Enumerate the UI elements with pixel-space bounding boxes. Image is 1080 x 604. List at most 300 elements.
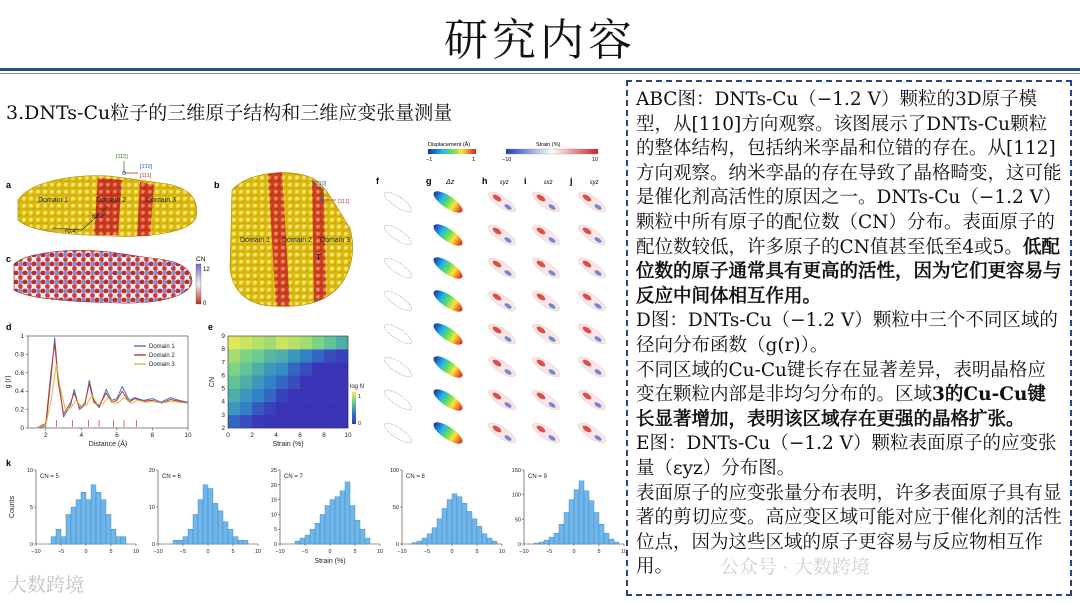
hist-bar [549, 537, 554, 544]
paragraph-abc-bold: 低配位数的原子通常具有更高的活性，因为它们更容易与反应中间体相互作用。 [636, 236, 1062, 307]
hist-bar [61, 537, 66, 544]
hist-panel-label: CN = 8 [406, 474, 425, 480]
hist-bar [315, 523, 320, 544]
atom-slice-outline [382, 420, 414, 446]
logn-colorbar-min: 0 [358, 421, 362, 427]
logn-colorbar [352, 392, 356, 424]
heatmap-cell [336, 375, 348, 388]
heatmap-cell [264, 362, 276, 375]
hist-xtick-label: 5 [475, 549, 479, 555]
strain-slice [576, 386, 609, 413]
heatmap-cell [324, 362, 336, 375]
panel-label-d: d [6, 322, 12, 332]
hist-xtick-label: 0 [206, 549, 210, 555]
hist-ytick-label: 15 [270, 497, 277, 504]
heatmap-cell [240, 415, 252, 428]
heatmap-cell [252, 336, 264, 349]
hist-bar [437, 519, 442, 544]
hist-xtick-label: −10 [275, 549, 285, 555]
hist-xtick-label: 5 [231, 549, 235, 555]
displacement-slice [431, 353, 466, 382]
atom-slice-outline [382, 387, 414, 413]
gr-xtick-label: 8 [150, 432, 155, 439]
hist-xtick-label: 0 [450, 549, 454, 555]
hist-ytick-label: 50 [514, 517, 521, 524]
paragraph-e: E图：DNTs-Cu（−1.2 V）颗粒表面原子的应变张量（εyz）分布图。 [636, 433, 1057, 479]
strain-slice [576, 353, 609, 380]
strain-slice [486, 353, 519, 380]
strain-slice [530, 287, 563, 314]
heatmap-ytick-label: 6 [221, 372, 225, 380]
heatmap-cell [312, 375, 324, 388]
hist-bar [188, 529, 193, 544]
strain-title: Strain (%) [536, 142, 561, 148]
hist-bar [203, 485, 208, 544]
watermark-left: 大数跨境 [8, 575, 85, 596]
heatmap-xtick-label: 8 [322, 432, 326, 439]
strain-slice [576, 221, 609, 248]
hist-bar [228, 529, 233, 544]
hist-bar [412, 543, 417, 544]
panel-label-i: i [524, 176, 527, 186]
domain-2-label-a: Domain 2 [96, 197, 126, 204]
hist-bar [569, 500, 574, 544]
hist-bar [350, 506, 355, 544]
hist-bar [111, 529, 116, 544]
hist-bar [106, 514, 111, 544]
heatmap-cell [240, 349, 252, 362]
heatmap-ytick-label: 4 [221, 398, 225, 406]
heatmap-ytick-label: 5 [221, 385, 225, 393]
heatmap-cell [252, 415, 264, 428]
hist-bar [534, 543, 539, 544]
atom-slice-outline [382, 222, 414, 248]
heatmap-cell [288, 375, 300, 388]
heatmap-cell [336, 362, 348, 375]
panel-label-g: g [426, 176, 432, 186]
gr-xtick-label: 6 [115, 432, 119, 439]
hist-xtick-label: 10 [254, 549, 262, 555]
strain-slice [576, 188, 609, 215]
research-figure [0, 140, 628, 580]
paragraph-d-detail [636, 359, 1062, 433]
domain-1-label-b: Domain 1 [240, 237, 270, 244]
displacement-slice [431, 254, 466, 283]
strain-label-h: εyz [500, 180, 509, 186]
heatmap-cell [240, 375, 252, 388]
hist-bar [325, 506, 330, 544]
hist-panel-label: CN = 5 [40, 474, 59, 480]
hist-bar [584, 491, 589, 544]
domain-2-label-b: Domain 2 [282, 237, 312, 244]
hist-bar [427, 534, 432, 544]
strain-slice [486, 188, 519, 215]
heatmap-xtick-label: 4 [274, 432, 278, 439]
section-subtitle: 3.DNTs-Cu粒子的三维原子结构和三维应变张量测量 [6, 102, 453, 124]
watermark-right: 公众号 · 大数跨境 [720, 557, 870, 578]
hist-ytick-label: 10 [148, 505, 155, 511]
strain-label-j: εyz [590, 180, 599, 186]
hist-ytick-label: 5 [273, 527, 277, 534]
heatmap-cell [288, 362, 300, 375]
orientation-indicator-a [116, 154, 153, 179]
hist-ylabel: Counts [9, 495, 16, 519]
slide-title: 研究内容 [444, 15, 636, 66]
paragraph-d-detail-text: 不同区域的Cu-Cu键长存在显著差异，表明晶格应变在颗粒内部是非均匀分布的。区域 [636, 359, 1046, 406]
strain-histograms [9, 468, 627, 565]
hist-bar [233, 537, 238, 544]
strain-slice [486, 320, 519, 347]
axis-label-a3: [111] [140, 173, 152, 179]
hist-xtick-label: 0 [328, 549, 332, 555]
hist-xtick-label: −5 [423, 549, 431, 555]
twin-boundary-a1 [94, 178, 122, 235]
hist-bar [564, 512, 569, 544]
heatmap-cell [240, 362, 252, 375]
hist-xtick-label: 10 [620, 549, 628, 555]
hist-xtick-label: −5 [301, 549, 309, 555]
hist-bar [183, 537, 188, 544]
hist-xtick-label: −10 [397, 549, 407, 555]
hist-bar [56, 529, 61, 544]
hist-bar [305, 535, 310, 544]
heatmap-cell [264, 415, 276, 428]
heatmap-cell [276, 362, 288, 375]
gr-xtick-label: 2 [43, 432, 48, 439]
hist-bar [218, 511, 223, 544]
hist-bar [487, 538, 492, 544]
gr-xtick-label: 4 [79, 432, 84, 439]
domain-3-label-b: Domain 3 [320, 237, 350, 244]
heatmap-cell [228, 375, 240, 388]
strain-slice [530, 221, 563, 248]
hist-xtick-label: 0 [84, 549, 88, 555]
explanation-text-box [626, 80, 1072, 596]
paragraph-e-detail: 表面原子的应变张量分布表明，许多表面原子具有显著的剪切应变。高应变区域可能对应于催化剂的活性位点，因为这些区域的原子更容易与反应物相互作用。 [636, 482, 1062, 578]
hist-bar [609, 539, 614, 544]
hist-bar [335, 497, 340, 544]
heatmap-cell [288, 402, 300, 415]
heatmap-cell [252, 349, 264, 362]
gr-legend-label-2: Domain 2 [149, 353, 175, 360]
heatmap-ytick-label: 9 [221, 333, 225, 340]
heatmap-cell [288, 336, 300, 349]
heatmap-cell [312, 349, 324, 362]
hist-bar [472, 519, 477, 544]
hist-bar [310, 529, 315, 544]
hist-bar [614, 542, 619, 544]
hist-bar [477, 526, 482, 544]
heatmap-cell [264, 389, 276, 402]
hist-bar [91, 485, 96, 544]
domain-1-label-a: Domain 1 [38, 197, 68, 204]
gr-series-line-3 [37, 364, 188, 428]
cn-colorbar [196, 264, 201, 304]
heatmap-cell [228, 349, 240, 362]
heatmap-cell [312, 415, 324, 428]
logn-colorbar-max: 1 [358, 394, 362, 400]
header-rule [0, 68, 1080, 71]
gr-xlabel: Distance (Å) [88, 441, 128, 448]
hist-ytick-label: 0 [273, 542, 277, 548]
heatmap-cell [252, 362, 264, 375]
hist-bar [71, 507, 76, 544]
atom-slice-outline [382, 288, 414, 314]
heatmap-cell [264, 402, 276, 415]
hist-bar [86, 500, 91, 544]
hist-bar [574, 490, 579, 544]
hist-bar [51, 537, 56, 544]
displacement-title: Displacement (Å) [428, 142, 471, 148]
displacement-slice [431, 287, 466, 316]
heatmap-cell [300, 336, 312, 349]
panel-label-j: j [570, 176, 573, 186]
hist-bar [422, 538, 427, 544]
panel-label-a: a [6, 180, 12, 190]
strain-slice [576, 320, 609, 347]
heatmap-cell [324, 402, 336, 415]
hist-ytick-label: 5 [29, 505, 33, 511]
heatmap-xtick-label: 10 [344, 432, 352, 439]
displacement-symbol: Δz [446, 179, 455, 186]
hist-bar [243, 540, 248, 544]
hist-ytick-label: 0 [29, 542, 33, 548]
heatmap-cell [276, 402, 288, 415]
gr-ytick-label: 1 [20, 333, 24, 340]
heatmap-xtick-label: 2 [250, 432, 254, 439]
displacement-slice [431, 386, 466, 415]
hist-ytick-label: 25 [270, 468, 277, 474]
heatmap-cell [336, 349, 348, 362]
heatmap-cell [252, 389, 264, 402]
hist-bar [559, 524, 564, 544]
hist-xtick-label: 0 [572, 549, 576, 555]
cn-strain-heatmap [209, 333, 364, 448]
strain-slice [486, 221, 519, 248]
heatmap-cell [300, 402, 312, 415]
heatmap-cell [312, 402, 324, 415]
dislocation-mark: T [316, 253, 321, 262]
hist-xtick-label: 5 [597, 549, 601, 555]
hist-bar [300, 538, 305, 544]
heatmap-cell [324, 336, 336, 349]
hist-panel-label: CN = 7 [284, 474, 303, 480]
logn-colorbar-title: log N [350, 384, 365, 390]
strain-slice [530, 419, 563, 446]
gr-legend-label-1: Domain 1 [149, 344, 175, 351]
hist-xtick-label: −5 [57, 549, 65, 555]
heatmap-cell [324, 415, 336, 428]
domain-3-label-a: Domain 3 [146, 197, 176, 204]
heatmap-cell [300, 389, 312, 402]
hist-xtick-label: −10 [31, 549, 41, 555]
hist-bar [198, 500, 203, 544]
hist-bar [345, 482, 350, 544]
heatmap-cell [324, 389, 336, 402]
hist-ytick-label: 100 [511, 492, 521, 499]
hist-bar [178, 540, 183, 544]
hist-bar [492, 541, 497, 544]
hist-bar [417, 541, 422, 544]
hist-bar [604, 533, 609, 544]
hist-bar [579, 481, 584, 544]
hist-bar [432, 528, 437, 544]
heatmap-xlabel: Strain (%) [272, 441, 304, 448]
displacement-colorbar [428, 149, 476, 154]
strain-panels [376, 141, 608, 447]
gr-ytick-label: 0.2 [14, 406, 24, 414]
strain-max: 10 [592, 157, 599, 163]
hist-xtick-label: −5 [545, 549, 553, 555]
hist-panel-label: CN = 6 [162, 474, 181, 480]
hist-bar [208, 489, 213, 545]
hist-bar [467, 511, 472, 544]
heatmap-xtick-label: 6 [298, 432, 302, 439]
hist-bar [539, 542, 544, 544]
heatmap-cell [240, 402, 252, 415]
heatmap-cell [228, 336, 240, 349]
heatmap-cell [276, 375, 288, 388]
hist-xtick-label: −5 [179, 549, 187, 555]
hist-bar [66, 514, 71, 544]
header-rule-thin [0, 73, 1080, 74]
displacement-max: 1 [472, 157, 476, 163]
heatmap-cell [228, 389, 240, 402]
hist-ytick-label: 10 [270, 512, 277, 519]
displacement-slice [431, 320, 466, 349]
heatmap-cell [324, 375, 336, 388]
heatmap-cell [228, 415, 240, 428]
heatmap-ytick-label: 7 [221, 359, 225, 367]
hist-bar [173, 540, 178, 544]
heatmap-cell [312, 362, 324, 375]
paragraph-d: D图：DNTs-Cu（−1.2 V）颗粒中三个不同区域的径向分布函数（g(r)）。 [636, 310, 1058, 356]
paragraph-abc-text: ABC图：DNTs-Cu（−1.2 V）颗粒的3D原子模型，从[110]方向观察。该图展示了DNTs-Cu颗粒的整体结构，包括纳米孪晶和位错的存在。从[112]方向观察。纳米孪晶的存在导致了晶格畸变，这可能是催化剂高活性的原因之一。DNTs-Cu（−1.2 V）颗粒中所有原子的配位数（CN）分布。表面原子的配位数较低，许多原子的CN值甚至低至4或5。 [636, 89, 1062, 258]
panel-label-k: k [6, 458, 12, 468]
heatmap-xtick-label: 0 [226, 432, 230, 439]
axis-label-b2: [111] [338, 199, 350, 205]
heatmap-ytick-label: 2 [221, 425, 225, 432]
hist-ytick-label: 0 [517, 542, 521, 548]
cn-colorbar-title: CN [196, 256, 206, 263]
heatmap-cell [252, 402, 264, 415]
heatmap-cell [336, 389, 348, 402]
heatmap-cell [312, 389, 324, 402]
heatmap-cell [288, 415, 300, 428]
hist-bar [213, 503, 218, 544]
angle-label-2: 70.4° [64, 229, 79, 235]
hist-xlabel: Strain (%) [314, 558, 346, 565]
hist-bar [101, 500, 106, 544]
gr-ytick-label: 0.8 [14, 351, 24, 359]
hist-ytick-label: 50 [392, 505, 399, 511]
heatmap-cell [264, 375, 276, 388]
heatmap-ytick-label: 8 [221, 346, 225, 354]
strain-slice [486, 386, 519, 413]
heatmap-cell [300, 415, 312, 428]
strain-colorbar [506, 149, 598, 154]
heatmap-cell [300, 375, 312, 388]
heatmap-cell [228, 362, 240, 375]
hist-ytick-label: 0 [151, 542, 155, 548]
heatmap-cell [312, 336, 324, 349]
hist-ytick-label: 150 [511, 468, 521, 474]
paragraph-d-detail-bold: 3的Cu-Cu键长显著增加，表明该区域存在更强的晶格扩张。 [636, 384, 1046, 430]
panel-label-f: f [376, 176, 379, 186]
gr-ylabel: g (r) [5, 375, 12, 389]
strain-slice [486, 254, 519, 281]
heatmap-ytick-label: 3 [221, 411, 225, 419]
hist-bar [193, 514, 198, 544]
hist-bar [76, 500, 81, 544]
panel-label-c: c [6, 254, 12, 264]
panel-label-b: b [214, 180, 220, 190]
hist-xtick-label: 10 [132, 549, 140, 555]
heatmap-cell [276, 349, 288, 362]
hist-bar [223, 522, 228, 544]
hist-ytick-label: 20 [148, 468, 155, 474]
cn-colorbar-min: 0 [203, 301, 207, 307]
axis-label-a2: [1̄10] [140, 164, 153, 170]
hist-bar [457, 497, 462, 544]
heatmap-cell [300, 362, 312, 375]
hist-bar [599, 524, 604, 544]
hist-bar [295, 541, 300, 544]
atom-slice-outline [382, 255, 414, 281]
heatmap-cell [276, 415, 288, 428]
heatmap-cell [288, 349, 300, 362]
hist-bar [589, 501, 594, 544]
hist-bar [340, 491, 345, 544]
atom-slice-outline [382, 354, 414, 380]
heatmap-cell [336, 402, 348, 415]
heatmap-cell [228, 402, 240, 415]
strain-slice [530, 188, 563, 215]
gr-legend-label-3: Domain 3 [149, 362, 175, 369]
hist-bar [442, 508, 447, 544]
heatmap-cell [300, 349, 312, 362]
hist-xtick-label: −10 [153, 549, 163, 555]
hist-bar [81, 492, 86, 544]
heatmap-cell [324, 349, 336, 362]
hist-bar [96, 492, 101, 544]
heatmap-ylabel: CN [209, 376, 216, 388]
heatmap-cell [276, 336, 288, 349]
heatmap-cell [336, 336, 348, 349]
displacement-min: −1 [426, 157, 433, 163]
hist-ytick-label: 100 [389, 468, 399, 474]
strain-slice [530, 320, 563, 347]
hist-xtick-label: 10 [376, 549, 384, 555]
hist-xtick-label: 10 [498, 549, 506, 555]
hist-bar [320, 514, 325, 544]
hist-ytick-label: 20 [270, 482, 277, 489]
strain-min: −10 [502, 157, 512, 163]
paragraph-abc [636, 88, 1062, 309]
strain-slice [530, 353, 563, 380]
hist-bar [482, 534, 487, 544]
heatmap-cell [252, 375, 264, 388]
axis-label-a1: [11̄2] [116, 154, 128, 160]
strain-slice [530, 254, 563, 281]
hist-bar [238, 540, 243, 544]
hist-xtick-label: −10 [519, 549, 529, 555]
hist-ytick-label: 0 [395, 542, 399, 548]
particle-c-cn-map [14, 251, 192, 304]
heatmap-cell [288, 389, 300, 402]
heatmap-cell [276, 389, 288, 402]
hist-bar [554, 533, 559, 544]
